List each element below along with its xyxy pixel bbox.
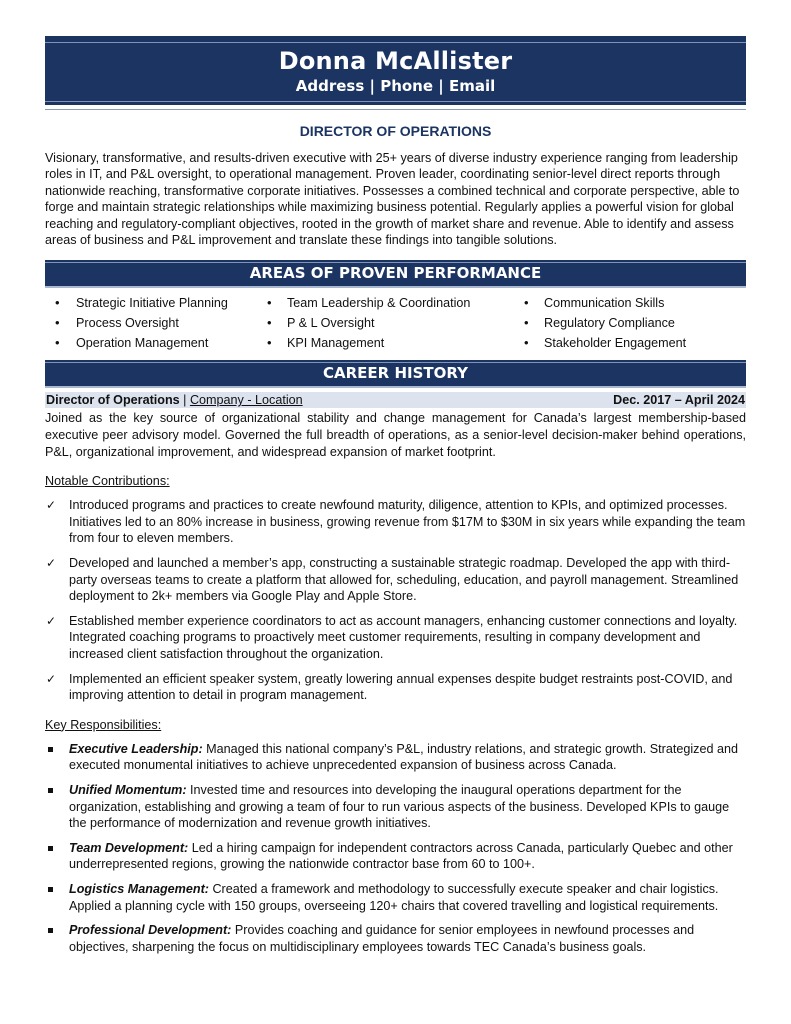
responsibility-text: Created a framework and methodology to successfully execute speaker and chair logistics. Applied a planning cycle with 150 groups, overseeing 120+ chairs that covered travelling and logistical requirements. xyxy=(69,881,719,913)
responsibility-lead: Unified Momentum: xyxy=(69,782,187,797)
list-item xyxy=(45,840,746,873)
list-item xyxy=(45,613,746,663)
areas-column-1 xyxy=(45,293,264,353)
contribution-text: Implemented an efficient speaker system, greatly lowering annual expenses despite budget restraints post-COVID, and improving attention to detail in program management. xyxy=(69,671,733,703)
checkmark-icon: ✓ xyxy=(46,556,57,570)
areas-section-heading xyxy=(45,260,746,288)
responsibility-text: Led a hiring campaign for independent contractors across Canada, particularly Quebec and other underrepresented regions, growing the nationwide contractor base from 60 to 100+. xyxy=(69,840,733,872)
square-bullet-icon xyxy=(48,846,53,851)
area-item: • KPI Management xyxy=(264,333,524,353)
list-item xyxy=(45,671,746,704)
list-item xyxy=(45,922,746,955)
role-line xyxy=(46,392,303,408)
area-item: • Communication Skills xyxy=(524,293,746,313)
area-item: • Stakeholder Engagement xyxy=(524,333,746,353)
responsibility-text: Provides coaching and guidance for senior employees in newfound processes and objectives, sharpening the focus on multidisciplinary employees towards TEC Canada’s business goals. xyxy=(69,923,695,954)
list-item xyxy=(45,881,746,914)
contributions-heading: Notable Contributions: xyxy=(45,474,170,489)
role-separator: | xyxy=(179,393,190,408)
square-bullet-icon xyxy=(48,747,53,752)
square-bullet-icon xyxy=(48,788,53,793)
contribution-text: Developed and launched a member’s app, constructing a sustainable strategic roadmap. Developed the app with third-party overseas teams to create a platform that allowed for, scheduling, education, and payroll management. Streamlined deployment to 2k+ members via Google Play and Apple Store. xyxy=(69,556,739,604)
area-item: • Regulatory Compliance xyxy=(524,313,746,333)
contact-line: Address | Phone | Email xyxy=(295,77,496,95)
contribution-text: Established member experience coordinators to act as account managers, enhancing customer connections and loyalty. Integrated coaching programs to proactively meet customer requirements, resulting in company development and increased client satisfaction throughout the organization. xyxy=(69,613,738,661)
contributions-list xyxy=(45,497,746,704)
responsibilities-heading: Key Responsibilities: xyxy=(45,717,162,732)
section-rule xyxy=(45,262,746,263)
area-item: • Process Oversight xyxy=(45,313,264,333)
responsibility-text: Managed this national company’s P&L, industry relations, and strategic growth. Strategized and executed monumental initiatives to achieve unprecedented expansion of business across Canada. xyxy=(69,741,738,773)
job-title: DIRECTOR OF OPERATIONS xyxy=(299,123,492,139)
list-item xyxy=(45,782,746,832)
header-top-rule xyxy=(45,42,746,43)
responsibilities-list xyxy=(45,741,746,956)
checkmark-icon: ✓ xyxy=(46,613,57,628)
responsibility-text: Invested time and resources into developing the inaugural operations department for the organization, establishing and growing a team of four to run various aspects of the business. Developed KPIs to gauge the performance of modernization and revenue growth initiatives. xyxy=(69,782,730,831)
header-bottom-rule xyxy=(45,101,746,102)
list-item xyxy=(45,555,746,605)
list-item xyxy=(45,741,746,774)
area-item: • P & L Oversight xyxy=(264,313,524,333)
contribution-text: Introduced programs and practices to create newfound maturity, diligence, attention to KPIs, and optimized processes. Initiatives led to an 80% increase in business, growing revenue from $17M to $30M in six years while expanding the team from four to eleven members. xyxy=(69,498,746,546)
responsibility-lead: Executive Leadership: xyxy=(69,741,203,756)
responsibility-lead: Professional Development: xyxy=(69,923,232,938)
area-item: • Operation Management xyxy=(45,333,264,353)
areas-column-3 xyxy=(524,293,746,353)
company-location: Company - Location xyxy=(189,393,303,408)
career-section-heading xyxy=(45,360,746,388)
checkmark-icon: ✓ xyxy=(46,498,57,513)
area-item: • Team Leadership & Coordination xyxy=(264,293,524,313)
career-title: CAREER HISTORY xyxy=(323,364,468,383)
role-dates: Dec. 2017 – April 2024 xyxy=(613,393,745,408)
role-description: Joined as the key source of organizational stability and change management for Canada’s largest membership-based executive peer advisory model. Governed the full breadth of operations, as a senior-level decision-maker behind operations, P&L, organizational improvement, and widespread expansion of market footprint. xyxy=(45,411,746,459)
candidate-name: Donna McAllister xyxy=(278,47,513,75)
responsibility-lead: Logistics Management: xyxy=(69,881,209,896)
role-header-row xyxy=(45,392,746,408)
area-item: • Strategic Initiative Planning xyxy=(45,293,264,313)
square-bullet-icon xyxy=(48,887,53,892)
summary-paragraph: Visionary, transformative, and results-driven executive with 25+ years of diverse industry experience ranging from leadership roles in IT, and P&L oversight, to operational management. Proven leader, coordinating senior-level direct reports through nationwide reaching, transformative corporate initiatives. Possesses a combined technical and corporate perspective, able to forge and maintain strategic relationships while maximizing business potential. Regularly applies a powerful vision for global reaching and regulatory-compliant objectives, rooted in the growth of market share and revenue. Able to identify and assess areas of business and P&L improvement and translate these findings into tangible solutions. xyxy=(45,151,740,248)
checkmark-icon: ✓ xyxy=(46,671,57,686)
header-divider xyxy=(45,107,746,110)
role-title: Director of Operations xyxy=(46,393,180,408)
square-bullet-icon xyxy=(48,928,53,933)
section-rule xyxy=(45,362,746,363)
resume-page xyxy=(45,36,746,955)
areas-column-2 xyxy=(264,293,524,353)
list-item xyxy=(45,497,746,547)
resume-header xyxy=(45,36,746,105)
areas-title: AREAS OF PROVEN PERFORMANCE xyxy=(249,264,542,283)
responsibility-lead: Team Development: xyxy=(69,840,189,855)
areas-grid xyxy=(45,293,746,353)
